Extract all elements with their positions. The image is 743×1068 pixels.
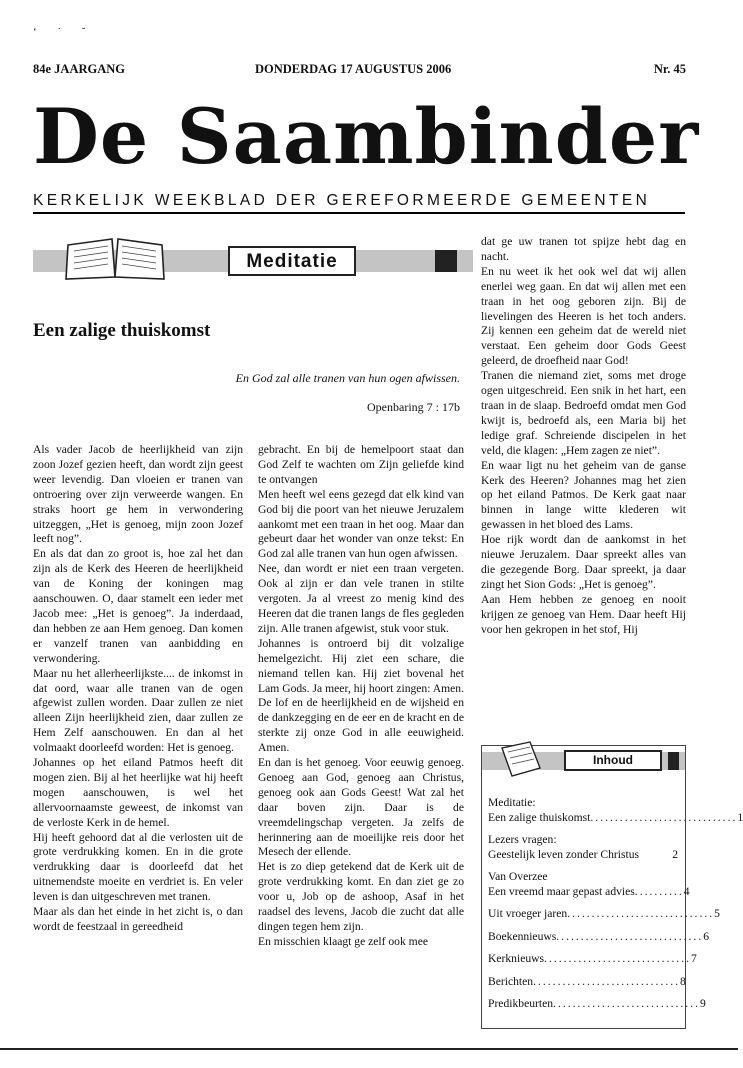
masthead-title: De Saambinder (33, 92, 700, 181)
paragraph: Maar nu het allerheerlijkste.... de inkomst in dat oord, waar alle tranen van de ogen afgewist zullen worden. Daar zullen ze niet alleen Zijn heerlijkheid zien, daar zullen ze Hem Zelf aanschouwen. En dan al het volmaakt doorleefd worden: Het is genoeg. (33, 666, 243, 755)
contents-item[interactable] (488, 833, 678, 862)
section-band-end (435, 250, 457, 272)
contents-item[interactable] (488, 929, 710, 945)
dot-leader (639, 848, 672, 863)
volume-label: 84e JAARGANG (33, 62, 126, 76)
paragraph: Hoe rijk wordt dan de aankomst in het nieuwe Jeruzalem. Daar spreekt alles van die gezegende Borg. Daar spreekt, ja daar zingt het Sion Gods: „Het is genoeg”. (481, 533, 686, 591)
contents-title: Geestelijk leven zonder Christus (488, 847, 640, 861)
dot-leader: .............................. (590, 810, 738, 824)
paragraph: dat ge uw tranen tot spijze hebt dag en nacht. (481, 235, 686, 263)
dot-leader: .............................. (556, 929, 704, 943)
contents-title: Een zalige thuiskomst (488, 810, 591, 824)
dot-leader: .......... (634, 884, 684, 898)
article-column-2 (258, 443, 464, 950)
paragraph: En dan is het genoeg. Voor eeuwig genoeg. Genoeg aan God, genoeg aan Christus, genoeg ook aan Gods Geest! Wat zal het daar boven zijn. Daar is de vreemdelingschap vergeten. Ja zelfs de herinnering aan de moeilijke reis door het Mesech der ellende. (258, 756, 464, 859)
dot-leader: .............................. (544, 952, 691, 965)
contents-title: Predikbeurten (488, 997, 554, 1010)
paragraph: Het is zo diep getekend dat de Kerk uit de grote verdrukking komt. En dan ziet ge zo voor u, Job op de ashoop, Asaf in het raadsel des levens, Jacob die zucht dat alle dingen tegen hem zijn. (258, 860, 464, 933)
article-title: Een zalige thuiskomst (33, 320, 211, 341)
paragraph: Als vader Jacob de heerlijkheid van zijn zoon Jozef gezien heeft, dan wordt zijn geest weer levendig. Dan vloeien er tranen van ontroering over zijn verweerde wangen. En straks hoort ge hem in verwondering uitzeggen, „Het is genoeg, mijn zoon Jozef leeft nog”. (33, 443, 243, 546)
footer-rule (0, 1048, 738, 1050)
paragraph: Aan Hem hebben ze genoeg en nooit krijgen ze genoeg van Hem. Daar heeft Hij voor hen gekropen in het stof, Hij (481, 592, 686, 636)
paragraph: En nu weet ik het ook wel dat wij allen enerlei weg gaan. En dat wij allen met een traan in het oog geboren zijn. Bij de lievelingen des Heeren is het toch anders. Zij kennen een geheim dat de wereld niet verstaat. Een geheim door Gods Geest geleerd, de droefheid naar God! (481, 264, 686, 368)
contents-item[interactable] (488, 870, 690, 899)
paragraph: gebracht. En bij de hemelpoort staat dan God Zelf te wachten om Zijn geliefde kind te ontvangen (258, 443, 464, 486)
contents-title: Een vreemd maar gepast advies (488, 884, 635, 898)
contents-page: 9 (700, 997, 706, 1010)
contents-title: Berichten (488, 974, 534, 988)
section-label: Meditatie (228, 246, 356, 276)
contents-heading: Meditatie: (488, 796, 536, 809)
contents-page: 4 (683, 884, 690, 898)
masthead-rule (33, 212, 685, 214)
open-book-icon (60, 233, 170, 283)
article-column-1 (33, 443, 243, 935)
paragraph: En als dat dan zo groot is, hoe zal het dan zijn als de Kerk des Heeren de heerlijkheid van de Koning der koningen mag aanschouwen. O, daar stamelt een ieder met Jacob mee: „Het is genoeg”. Ja inderdaad, dan hebben ze aan Hem genoeg. Dan komen er vanzelf tranen van aanbidding en verwondering. (33, 547, 243, 665)
contents-box (481, 745, 743, 1029)
contents-item[interactable] (488, 796, 743, 825)
paragraph: Hij heeft gehoord dat al die verlosten uit de grote verdrukking komen. En in die grote verdrukking daar is doorleefd dat het uitnemendste moeite en verdriet is. En veler leven is dan uitgeschreven met tranen. (33, 830, 243, 904)
paragraph: Johannes op het eiland Patmos heeft dit mogen zien. Bij al het heerlijke wat hij heeft mogen aanschouwen, is wel het allervoornaamste geweest, de inkomst van de verloste Kerk in de hemel. (33, 756, 243, 829)
contents-page: 7 (690, 952, 697, 965)
contents-page: 5 (714, 907, 720, 920)
contents-title: Kerknieuws (488, 952, 545, 965)
corner-marks: ‘ ˙ ˘ (33, 26, 95, 38)
contents-page: 8 (680, 974, 686, 988)
masthead-subtitle: KERKELIJK WEEKBLAD DER GEREFORMEERDE GEMEENTEN (33, 192, 651, 209)
contents-title: Boekennieuws (488, 929, 557, 943)
contents-item[interactable] (488, 997, 706, 1012)
contents-page: 6 (703, 929, 710, 943)
paragraph: Maar als dan het einde in het zicht is, o dan wordt de feestzaal in gereedheid (33, 905, 243, 933)
contents-band-end (668, 752, 679, 770)
article-column-3 (481, 235, 686, 637)
contents-heading: Lezers vragen: (488, 833, 557, 846)
paragraph: En waar ligt nu het geheim van de ganse Kerk des Heeren? Johannes mag het zien op het eiland Patmos. De Kerk gaat naar binnen in lange witte klederen wit gewassen in het bloed des Lams. (481, 458, 686, 532)
dot-leader: .............................. (553, 997, 700, 1010)
scripture-reference: Openbaring 7 : 17b (367, 400, 460, 414)
dot-leader: .............................. (567, 907, 715, 920)
book-icon (496, 738, 546, 780)
contents-heading: Van Overzee (488, 870, 548, 883)
scripture-quote: En God zal alle tranen van hun ogen afwissen. (235, 371, 460, 385)
contents-label: Inhoud (564, 750, 662, 771)
contents-list (488, 796, 743, 1020)
dot-leader: .............................. (533, 974, 681, 988)
issue-date: DONDERDAG 17 AUGUSTUS 2006 (255, 62, 452, 76)
paragraph: Tranen die niemand ziet, soms met droge ogen uitgeschreid. Een snik in het hart, een traan in de slaap. Bedroefd omdat men God kwijt is, bedroefd als, een Maria bij het ledige graf. Schreiende discipelen in het veld, die klagen: „Hem zagen ze niet”. (481, 369, 686, 457)
paragraph: En misschien klaagt ge zelf ook mee (258, 934, 428, 948)
contents-item[interactable] (488, 952, 697, 967)
contents-item[interactable] (488, 907, 720, 922)
contents-page: 2 (672, 847, 678, 861)
contents-title: Uit vroeger jaren (488, 907, 568, 920)
paragraph: Nee, dan wordt er niet een traan vergeten. Ook al zijn er dan vele tranen in stilte vergoten. Ja al vreest zo menig kind des Heeren dat die tranen langs de fles gegleden zijn. Alle tranen afgewist, stuk voor stuk. (258, 562, 464, 635)
issue-number: Nr. 45 (653, 62, 686, 76)
paragraph: Johannes is ontroerd bij dit volzalige hemelgezicht. Hij ziet een schare, die niemand tellen kan. Hij ziet bovenal het Lam Gods. Ja meer, hij hoort zingen: Amen. De lof en de heerlijkheid en de wijsheid en de dankzegging en de eer en de kracht en de sterkte zij onze God in alle eeuwigheid. Amen. (258, 636, 464, 755)
paragraph: Men heeft wel eens gezegd dat elk kind van God bij die poort van het nieuwe Jeruzalem aankomt met een traan in het oog. Maar dan gebeurt daar het wonder van onze tekst: En God zal alle tranen van hun ogen afwissen. (258, 487, 464, 561)
contents-item[interactable] (488, 974, 686, 990)
contents-page: 1 (737, 810, 743, 824)
